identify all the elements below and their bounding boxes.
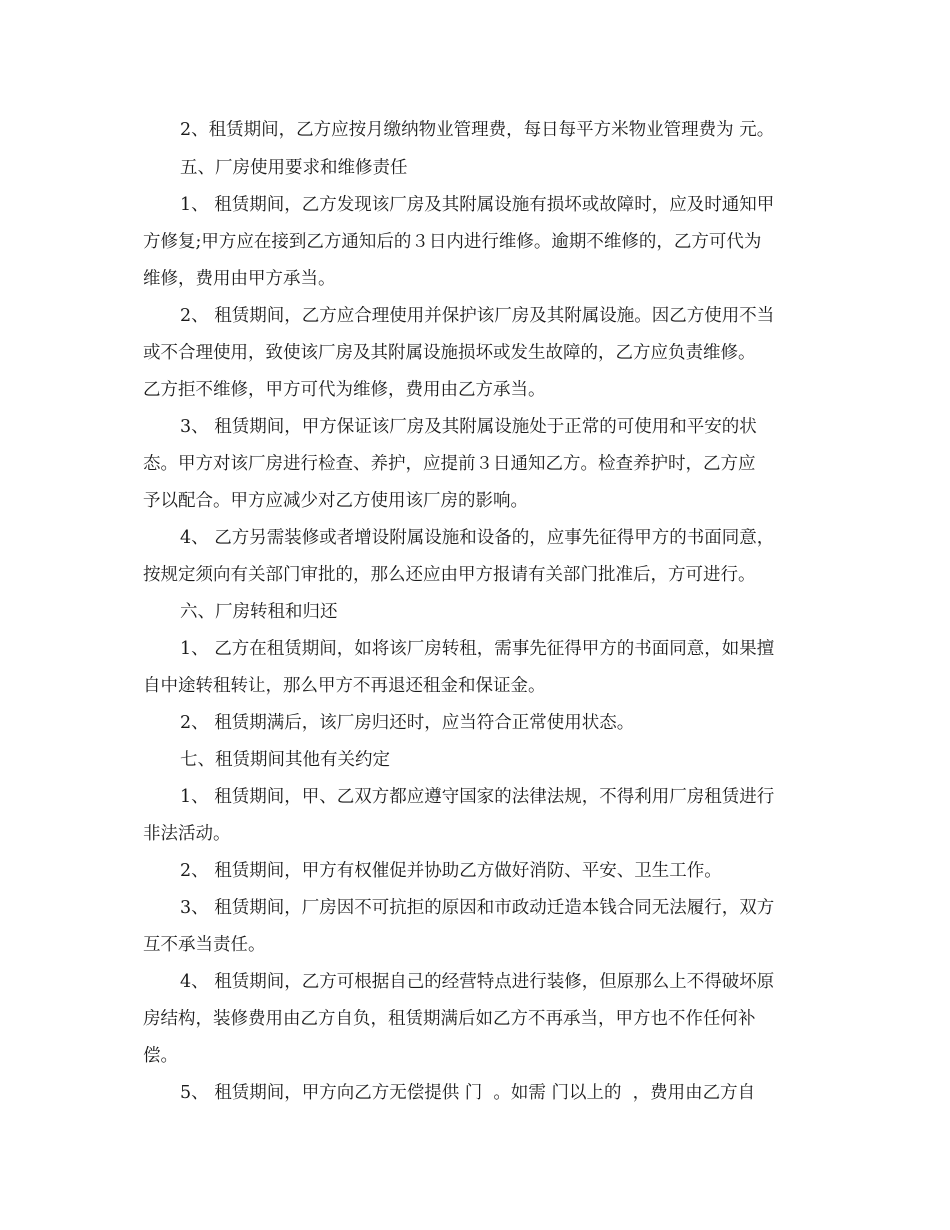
text-line: 2、租赁期间，乙方应按月缴纳物业管理费，每日每平方米物业管理费为 元。 [180,120,775,140]
text-line: 5、 租赁期间，甲方向乙方无偿提供 门 。如需 门以上的 ，费用由乙方自 [180,1083,756,1103]
text-line: 非法活动。 [143,824,231,844]
text-line: 或不合理使用，致使该厂房及其附属设施损坏或发生故障的，乙方应负责维修。 [143,343,756,363]
text-line: 维修，费用由甲方承当。 [143,269,336,289]
text-line: 态。甲方对该厂房进行检查、养护，应提前３日通知乙方。检查养护时，乙方应 [143,454,756,474]
text-line: 4、 乙方另需装修或者增设附属设施和设备的，应事先征得甲方的书面同意， [180,528,775,548]
text-line: 乙方拒不维修，甲方可代为维修，费用由乙方承当。 [143,380,546,400]
section-heading: 五、厂房使用要求和维修责任 [180,158,408,178]
text-line: 4、 租赁期间，乙方可根据自己的经营特点进行装修，但原那么上不得破坏原 [180,972,775,992]
text-line: 1、 租赁期间，甲、乙双方都应遵守国家的法律法规，不得利用厂房租赁进行 [180,787,775,807]
text-line: 3、 租赁期间，甲方保证该厂房及其附属设施处于正常的可使用和平安的状 [180,417,757,437]
text-line: 2、 租赁期间，甲方有权催促并协助乙方做好消防、平安、卫生工作。 [180,861,722,881]
text-line: 2、 租赁期间，乙方应合理使用并保护该厂房及其附属设施。因乙方使用不当 [180,306,775,326]
text-line: 偿。 [143,1046,178,1066]
text-line: 房结构，装修费用由乙方自负，租赁期满后如乙方不再承当，甲方也不作任何补 [143,1009,756,1029]
text-line: 按规定须向有关部门审批的，那么还应由甲方报请有关部门批准后，方可进行。 [143,565,756,585]
text-line: 方修复;甲方应在接到乙方通知后的３日内进行维修。逾期不维修的，乙方可代为 [143,232,762,252]
text-line: 1、 乙方在租赁期间，如将该厂房转租，需事先征得甲方的书面同意，如果擅 [180,639,775,659]
text-line: 3、 租赁期间，厂房因不可抗拒的原因和市政动迁造本钱合同无法履行，双方 [180,898,775,918]
text-line: 互不承当责任。 [143,935,266,955]
text-line: 予以配合。甲方应减少对乙方使用该厂房的影响。 [143,491,528,511]
text-line: 2、 租赁期满后，该厂房归还时，应当符合正常使用状态。 [180,713,635,733]
section-heading: 六、厂房转租和归还 [180,602,338,622]
section-heading: 七、租赁期间其他有关约定 [180,750,390,770]
text-line: 1、 租赁期间，乙方发现该厂房及其附属设施有损坏或故障时，应及时通知甲 [180,195,775,215]
text-line: 自中途转租转让，那么甲方不再退还租金和保证金。 [143,676,546,696]
